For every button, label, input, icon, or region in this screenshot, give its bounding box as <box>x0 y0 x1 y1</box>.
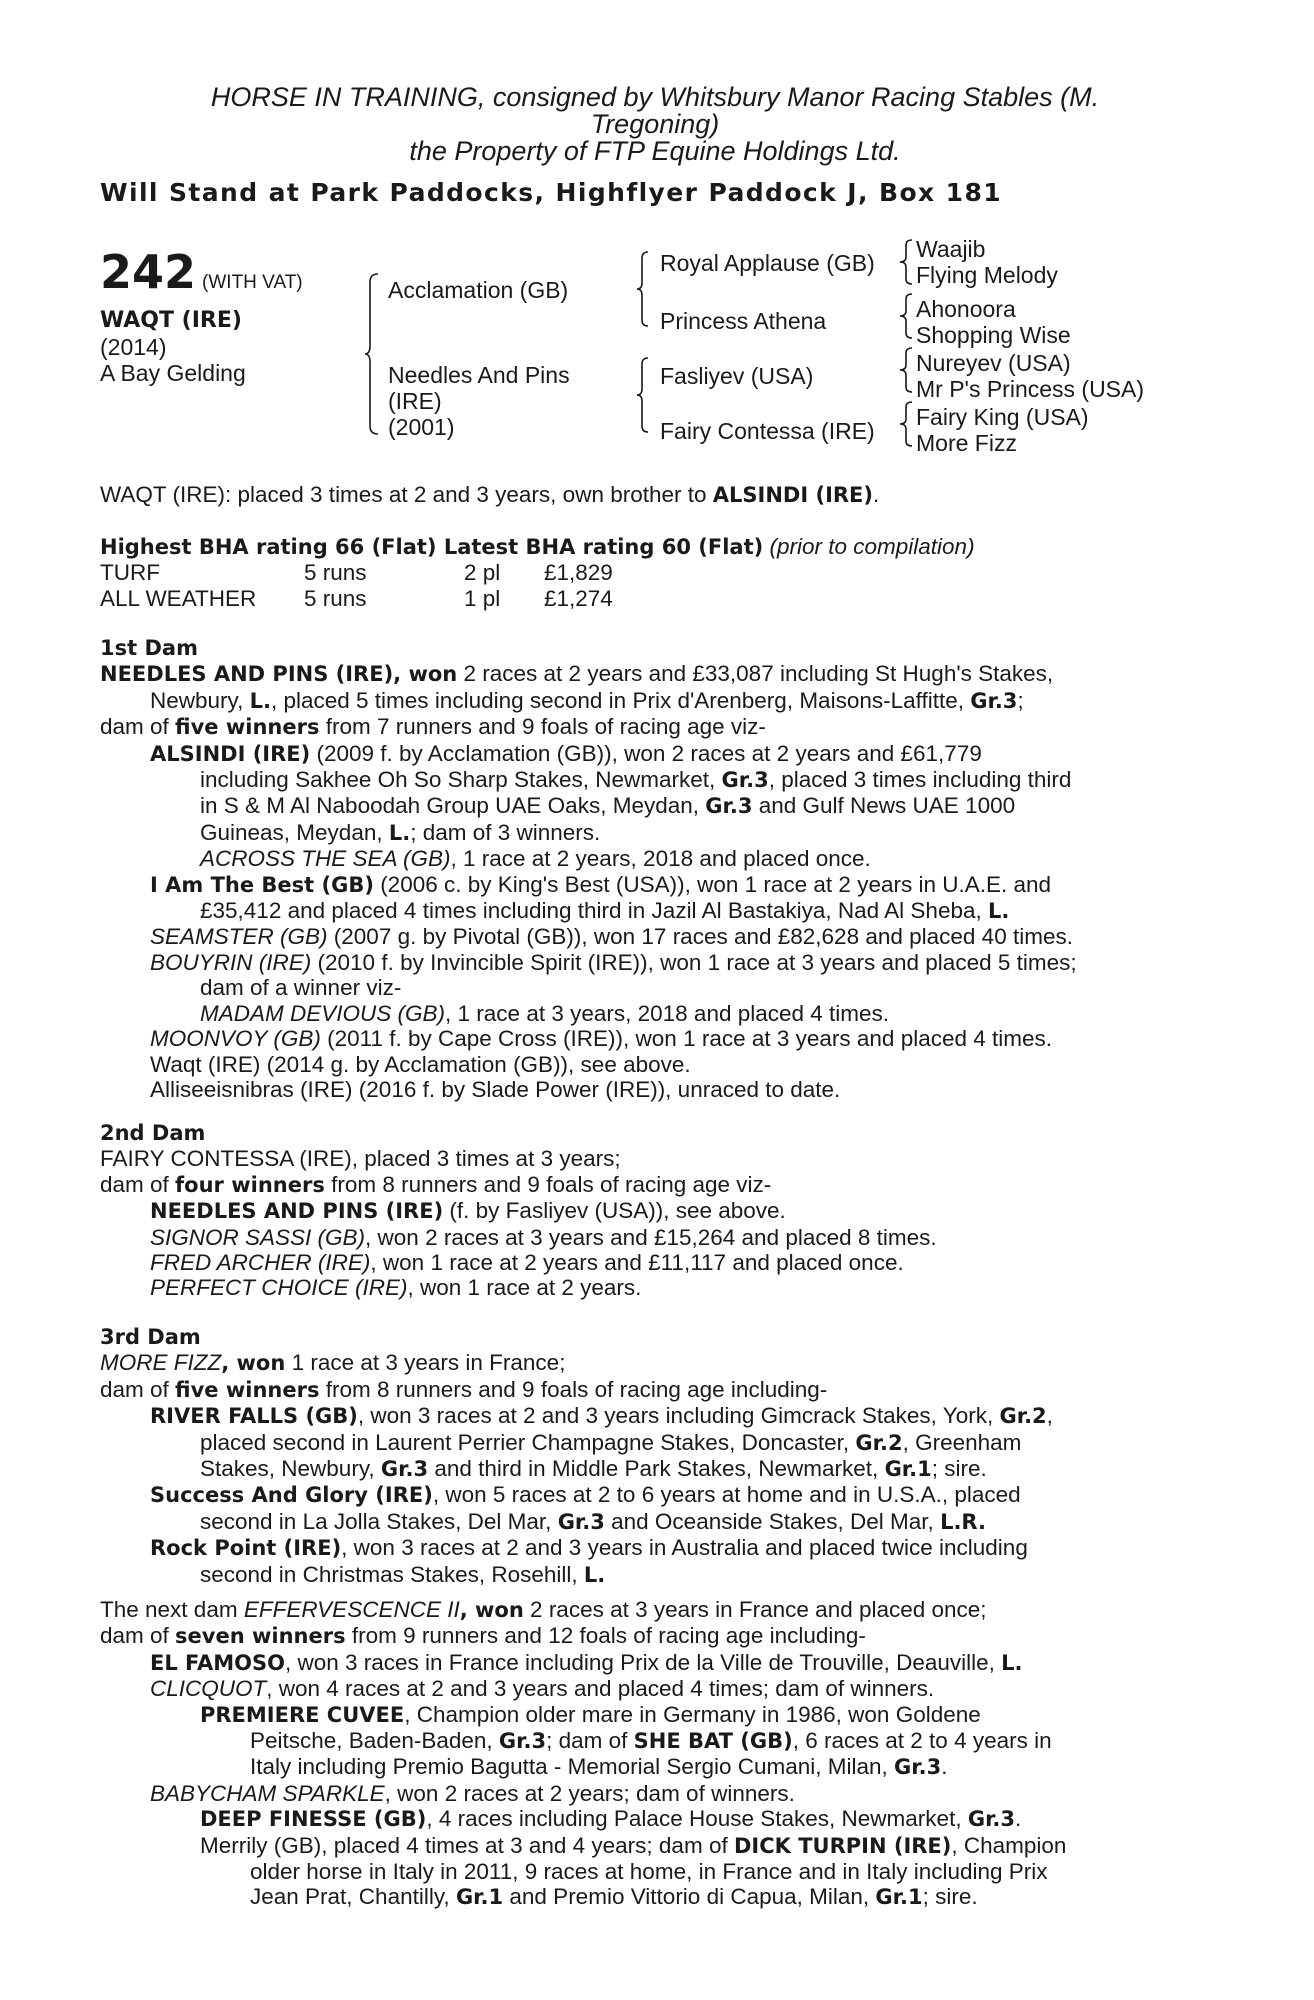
produce-name: BABYCHAM SPARKLE <box>150 1780 385 1806</box>
horse-description: A Bay Gelding <box>100 360 246 386</box>
produce-alliseeisnibras: Alliseeisnibras (IRE) (2016 f. by Slade Power (IRE)), unraced to date. <box>150 1076 841 1102</box>
dam-name: NEEDLES AND PINS (IRE) <box>100 662 394 687</box>
pedigree-brace-fasliyev <box>898 346 914 394</box>
produce-perfect-choice <box>100 1275 1206 1300</box>
produce-name: DICK TURPIN (IRE) <box>733 1833 952 1858</box>
second-dam-heading: 2nd Dam <box>100 1121 206 1145</box>
record-text: Merrily (GB), placed 4 times at 3 and 4 years; dam of <box>200 1832 734 1858</box>
record-text: second in Christmas Stakes, Rosehill, <box>200 1561 584 1587</box>
record-text: (2010 f. by Invincible Spirit (IRE)), won 1 race at 3 years and placed 5 times; <box>311 949 1077 975</box>
group-label: Gr.3 <box>705 794 753 819</box>
third-dam-heading: 3rd Dam <box>100 1325 201 1349</box>
record-text: including Sakhee Oh So Sharp Stakes, Newmarket, <box>200 767 722 793</box>
record-text: 1 race at 3 years in France; <box>285 1350 566 1376</box>
stat-earnings: £1,829 <box>544 560 613 586</box>
produce-i-am-the-best <box>100 872 1206 898</box>
record-text: from 8 runners and 9 foals of racing age including- <box>319 1376 828 1402</box>
dam-name-line: FAIRY CONTESSA (IRE), placed 3 times at 3 years; <box>100 1146 621 1172</box>
produce-name: MADAM DEVIOUS (GB) <box>200 1000 446 1026</box>
record-text: (2006 c. by King's Best (USA)), won 1 race at 2 years in U.A.E. and <box>373 871 1052 897</box>
pedigree-sdd: Shopping Wise <box>916 322 1071 348</box>
record-text: , 1 race at 2 years, 2018 and placed once. <box>450 846 871 872</box>
produce-name: EL FAMOSO <box>150 1650 285 1675</box>
record-text: in S & M Al Naboodah Group UAE Oaks, Meydan, <box>200 793 706 819</box>
group-label: Gr.3 <box>967 1807 1016 1832</box>
group-label: Gr.3 <box>557 1509 605 1534</box>
produce-name: ACROSS THE SEA (GB) <box>200 846 451 872</box>
produce-deep-finesse <box>100 1806 1206 1832</box>
record-text: , <box>1046 1403 1053 1429</box>
produce-signor-sassi <box>100 1225 1206 1250</box>
pedigree-brace-royal-applause <box>898 238 914 286</box>
record-text: dam of <box>100 1171 176 1197</box>
first-dam-section <box>100 636 1206 1102</box>
record-text: The next dam <box>100 1597 244 1622</box>
record-text: ; sire. <box>922 1884 978 1910</box>
pedigree-ddd: More Fizz <box>916 430 1017 456</box>
record-text: and Premio Vittorio di Capua, Milan, <box>503 1884 876 1910</box>
dam-name: MORE FIZZ <box>100 1350 222 1376</box>
lot-number-block <box>100 245 303 299</box>
first-dam-heading: 1st Dam <box>100 636 198 660</box>
record-text: , won 3 races in France including Prix de la Ville de Trouville, Deauville, <box>284 1649 1002 1675</box>
owner-line: the Property of FTP Equine Holdings Ltd. <box>409 136 901 166</box>
consignor-line-2: Tregoning) <box>590 109 720 139</box>
record-text: Guineas, Meydan, <box>200 819 389 845</box>
stat-surface: TURF <box>100 560 160 586</box>
third-dam-section <box>100 1325 1206 1588</box>
vat-note: (WITH VAT) <box>202 272 303 293</box>
produce-river-falls <box>100 1403 1206 1429</box>
record-text: 2 races at 3 years in France and placed once; <box>523 1597 987 1622</box>
stat-runs: 5 runs <box>304 585 367 611</box>
produce-success-and-glory <box>100 1482 1206 1508</box>
record-text: (2007 g. by Pivotal (GB)), won 17 races and £82,628 and placed 40 times. <box>327 924 1073 950</box>
produce-name: SIGNOR SASSI (GB) <box>150 1224 366 1250</box>
produce-name: FRED ARCHER (IRE) <box>150 1250 371 1276</box>
record-text: Stakes, Newbury, <box>200 1456 381 1482</box>
listed-label: L.R. <box>940 1509 986 1534</box>
group-label: Gr.3 <box>498 1729 547 1754</box>
next-dam-section <box>100 1597 1206 1911</box>
record-text: , 4 races including Palace House Stakes, Newmarket, <box>426 1806 968 1832</box>
pedigree-sire: Acclamation (GB) <box>388 277 569 303</box>
record-text: , placed 3 times including third <box>768 767 1072 793</box>
record-text: and Gulf News UAE 1000 <box>752 793 1016 819</box>
stats-row-turf <box>100 560 1206 585</box>
winners-count: four winners <box>175 1172 325 1197</box>
pedigree-brace-fairy-contessa <box>898 400 914 448</box>
lot-number: 242 <box>100 245 197 299</box>
won-label: , won <box>393 662 458 687</box>
listed-label: L. <box>249 688 271 713</box>
record-text: Jean Prat, Chantilly, <box>250 1884 456 1910</box>
group-label: Gr.2 <box>855 1430 903 1455</box>
rating-text: Highest BHA rating 66 (Flat) Latest BHA rating 60 (Flat) <box>100 535 764 559</box>
stand-location: Will Stand at Park Paddocks, Highflyer Paddock J, Box 181 <box>100 178 1003 207</box>
horse-info <box>100 308 246 386</box>
listed-label: L. <box>987 899 1010 924</box>
produce-name: ALSINDI (IRE) <box>150 741 311 766</box>
record-text: , won 1 race at 2 years. <box>407 1275 642 1301</box>
rating-block <box>100 534 1206 611</box>
pedigree-dam-dam: Fairy Contessa (IRE) <box>660 418 875 444</box>
record-text: 2 races at 2 years and £33,087 including St Hugh's Stakes, <box>457 661 1054 687</box>
stat-runs: 5 runs <box>304 560 367 586</box>
stat-surface: ALL WEATHER <box>100 585 257 611</box>
produce-needles-and-pins <box>100 1198 1206 1224</box>
pedigree-main-brace <box>364 272 380 436</box>
record-text: , won 4 races at 2 and 3 years and placed 4 times; dam of winners. <box>266 1676 935 1702</box>
summary-text: WAQT (IRE): placed 3 times at 2 and 3 years, own brother to <box>100 482 713 507</box>
produce-el-famoso <box>100 1650 1206 1676</box>
record-text: (2011 f. by Cape Cross (IRE)), won 1 race at 3 years and placed 4 times. <box>320 1026 1053 1052</box>
race-summary <box>100 482 1206 508</box>
listed-label: L. <box>583 1562 606 1587</box>
stat-placed: 1 pl <box>464 585 501 611</box>
produce-name: Rock Point (IRE) <box>150 1536 342 1561</box>
pedigree-sds: Ahonoora <box>916 296 1016 322</box>
group-label: Gr.1 <box>875 1885 923 1910</box>
record-text: , Greenham <box>902 1429 1022 1455</box>
produce-name: CLICQUOT <box>150 1676 267 1702</box>
pedigree-sire-brace <box>636 250 650 328</box>
record-text: dam of a winner viz- <box>200 975 402 1001</box>
summary-brother: ALSINDI (IRE) <box>712 483 873 507</box>
record-text: , won 3 races at 2 and 3 years in Australia and placed twice including <box>341 1535 1028 1561</box>
record-text: ; dam of <box>546 1728 634 1754</box>
pedigree-sire-sire: Royal Applause (GB) <box>660 250 875 276</box>
produce-rock-point <box>100 1535 1206 1561</box>
record-text: , Champion <box>951 1832 1067 1858</box>
record-text: ; dam of 3 winners. <box>410 819 601 845</box>
won-label: , won <box>459 1598 524 1622</box>
record-text: , Champion older mare in Germany in 1986, won Goldene <box>404 1701 981 1727</box>
record-text: Newbury, <box>150 687 250 713</box>
record-text: and Oceanside Stakes, Del Mar, <box>604 1508 941 1534</box>
winners-count: five winners <box>175 715 320 740</box>
produce-premiere-cuvee <box>100 1702 1206 1728</box>
group-label: Gr.3 <box>970 688 1018 713</box>
group-label: Gr.1 <box>455 1885 504 1910</box>
group-label: Gr.1 <box>884 1457 932 1482</box>
pedigree-dam-name: Needles And Pins <box>388 362 570 388</box>
produce-clicquot <box>100 1676 1206 1701</box>
produce-name: I Am The Best (GB) <box>150 872 374 897</box>
record-text: ; <box>1017 687 1024 713</box>
produce-babycham-sparkle <box>100 1781 1206 1806</box>
record-text: from 9 runners and 12 foals of racing age including- <box>345 1623 866 1649</box>
record-text: , 1 race at 3 years, 2018 and placed 4 times. <box>445 1000 890 1026</box>
record-text: . <box>1015 1806 1022 1832</box>
produce-fred-archer <box>100 1250 1206 1275</box>
group-label: Gr.3 <box>894 1755 942 1780</box>
second-dam-section <box>100 1121 1206 1301</box>
consignor-line-1: HORSE IN TRAINING, consigned by Whitsbury Manor Racing Stables (M. <box>210 82 1100 112</box>
group-label: Gr.3 <box>380 1457 429 1482</box>
record-text: , placed 5 times including second in Prix d'Arenberg, Maisons-Laffitte, <box>270 687 971 713</box>
listed-label: L. <box>388 820 411 845</box>
record-text: , won 5 races at 2 to 6 years at home and in U.S.A., placed <box>432 1482 1021 1508</box>
produce-across-the-sea <box>100 846 1206 871</box>
horse-name: WAQT (IRE) <box>100 308 242 333</box>
record-text: from 7 runners and 9 foals of racing age viz- <box>319 714 766 740</box>
horse-year: (2014) <box>100 334 167 360</box>
produce-madam-devious <box>100 1001 1206 1026</box>
pedigree-dss: Nureyev (USA) <box>916 350 1071 376</box>
record-text: (2009 f. by Acclamation (GB)), won 2 races at 2 years and £61,779 <box>310 740 982 766</box>
record-text: , won 2 races at 3 years and £15,264 and placed 8 times. <box>365 1224 937 1250</box>
record-text: second in La Jolla Stakes, Del Mar, <box>200 1508 558 1534</box>
pedigree-sss: Waajib <box>916 236 986 262</box>
produce-name: RIVER FALLS (GB) <box>150 1404 358 1429</box>
record-text: , won 2 races at 2 years; dam of winners. <box>384 1780 795 1806</box>
record-text: Peitsche, Baden-Baden, <box>250 1728 499 1754</box>
record-text: , 6 races at 2 to 4 years in <box>792 1728 1052 1754</box>
dam-name: EFFERVESCENCE II <box>243 1597 460 1622</box>
produce-name: SEAMSTER (GB) <box>150 924 328 950</box>
group-label: Gr.3 <box>721 768 769 793</box>
summary-end: . <box>873 482 880 507</box>
produce-name: NEEDLES AND PINS (IRE) <box>150 1199 444 1224</box>
produce-name: PREMIERE CUVEE <box>200 1702 405 1727</box>
pedigree-dam-brace <box>636 356 650 434</box>
record-text: , won 1 race at 2 years and £11,117 and placed once. <box>370 1250 904 1276</box>
record-text: £35,412 and placed 4 times including third in Jazil Al Bastakiya, Nad Al Sheba, <box>200 898 988 924</box>
record-text: older horse in Italy in 2011, 9 races at home, in France and in Italy including Prix <box>250 1859 1048 1885</box>
record-text: , won 3 races at 2 and 3 years including Gimcrack Stakes, York, <box>357 1403 1000 1429</box>
winners-count: seven winners <box>175 1624 346 1649</box>
record-text: Italy including Premio Bagutta - Memorial Sergio Cumani, Milan, <box>250 1754 895 1780</box>
group-label: Gr.2 <box>999 1404 1047 1429</box>
record-text: placed second in Laurent Perrier Champagne Stakes, Doncaster, <box>200 1429 856 1455</box>
winners-count: five winners <box>175 1377 320 1402</box>
record-text: (f. by Fasliyev (USA)), see above. <box>443 1198 786 1224</box>
pedigree-dam-suffix: (IRE) <box>388 388 442 414</box>
record-text: . <box>941 1754 948 1780</box>
produce-alsindi <box>100 741 1206 767</box>
record-text: dam of <box>100 1623 176 1649</box>
stats-row-all-weather <box>100 586 1206 611</box>
pedigree-brace-princess-athena <box>898 292 914 340</box>
produce-name: DEEP FINESSE (GB) <box>200 1807 427 1832</box>
record-text: ; sire. <box>931 1456 987 1482</box>
stat-placed: 2 pl <box>464 560 501 586</box>
produce-seamster <box>100 924 1206 949</box>
record-text: dam of <box>100 1376 176 1402</box>
consignor-header <box>100 84 1210 165</box>
produce-name: SHE BAT (GB) <box>633 1729 793 1754</box>
produce-waqt: Waqt (IRE) (2014 g. by Acclamation (GB)), see above. <box>150 1051 691 1077</box>
produce-bouyrin <box>100 950 1206 975</box>
produce-merrily <box>100 1833 1206 1859</box>
record-text: dam of <box>100 714 176 740</box>
pedigree-dam <box>388 362 570 440</box>
pedigree-dam-year: (2001) <box>388 414 455 440</box>
pedigree-dds: Fairy King (USA) <box>916 404 1089 430</box>
produce-name: BOUYRIN (IRE) <box>150 949 312 975</box>
pedigree-sire-dam: Princess Athena <box>660 308 827 334</box>
produce-moonvoy <box>100 1026 1206 1051</box>
record-text: from 8 runners and 9 foals of racing age viz- <box>324 1171 772 1197</box>
stat-earnings: £1,274 <box>544 585 613 611</box>
pedigree-ssd: Flying Melody <box>916 262 1058 288</box>
produce-name: Success And Glory (IRE) <box>150 1483 433 1508</box>
rating-note: (prior to compilation) <box>769 534 975 559</box>
record-text: and third in Middle Park Stakes, Newmarket, <box>428 1456 885 1482</box>
pedigree-dam-sire: Fasliyev (USA) <box>660 363 814 389</box>
listed-label: L. <box>1001 1650 1023 1675</box>
won-label: , won <box>221 1351 286 1376</box>
pedigree-dsd: Mr P's Princess (USA) <box>916 376 1145 402</box>
produce-name: MOONVOY (GB) <box>150 1026 321 1052</box>
produce-name: PERFECT CHOICE (IRE) <box>150 1275 408 1301</box>
